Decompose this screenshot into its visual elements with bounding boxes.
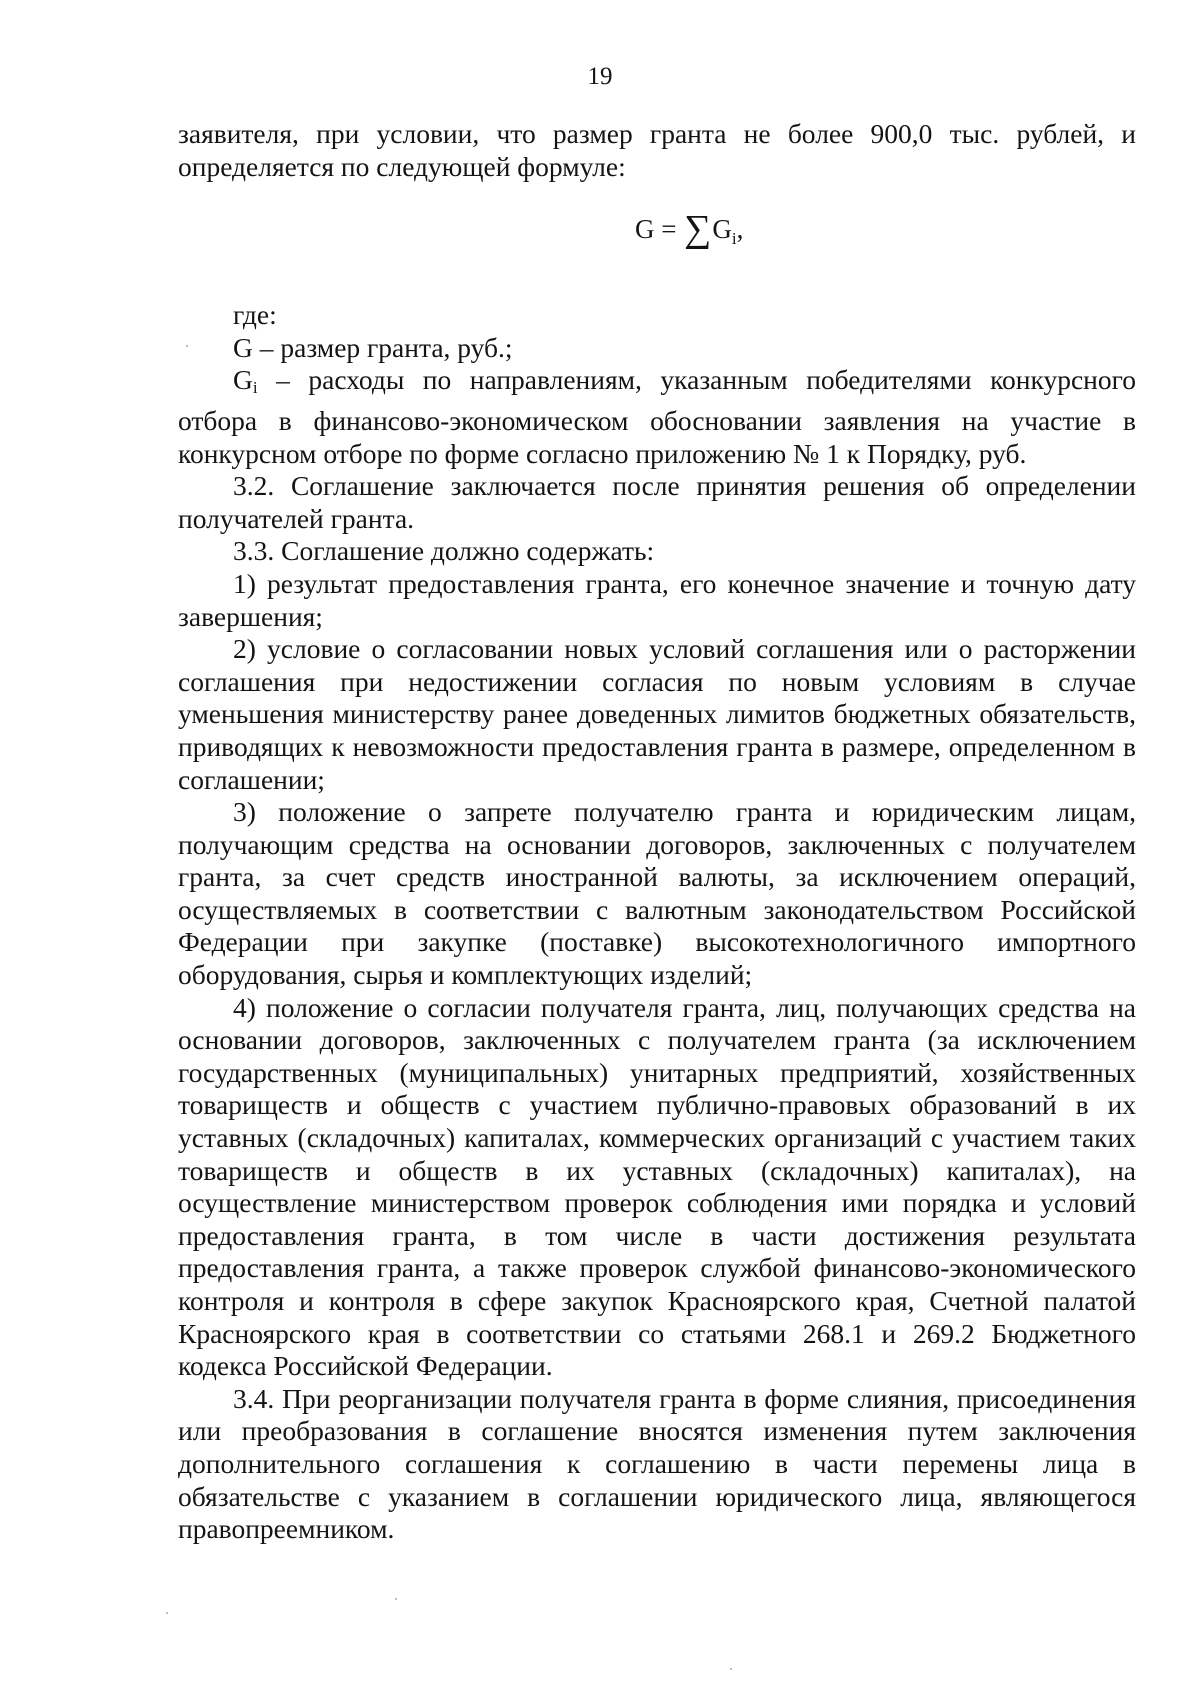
scan-speck <box>186 345 188 347</box>
scan-speck <box>166 1612 168 1614</box>
formula-tail: , <box>736 214 744 245</box>
list-item-2: 2) условие о согласовании новых условий соглашения или о расторжении соглашения при недостижении согласия по новым условиям в случае уменьшения министерству ранее доведенных лимитов бюджетных обязательств, приводящих к невозможности предоставления гранта в размере, определенном в соглашении; <box>178 633 1136 795</box>
definition-gi <box>178 364 1136 470</box>
list-item-1: 1) результат предоставления гранта, его конечное значение и точную дату завершения; <box>178 567 1136 632</box>
list-item-4: 4) положение о согласии получателя гранта, лиц, получающих средства на основании договоров, заключенных с получателем гранта (за исключением государственных (муниципальных) унитарных предприятий, хозяйственных товариществ и обществ с участием публично-правовых образований в их уставных (складочных) капиталах, коммерческих организаций с участием таких товариществ и обществ в их уставных (складочных) капиталах), на осуществление министерством проверок соблюдения ими порядка и условий предоставления гранта, в том числе в части достижения результата предоставления гранта, а также проверок службой финансово-экономического контроля и контроля в сфере закупок Красноярского края, Счетной палатой Красноярского края в соответствии со статьями 268.1 и 269.2 Бюджетного кодекса Российской Федерации. <box>178 991 1136 1382</box>
paragraph-3-3: 3.3. Соглашение должно содержать: <box>233 535 655 567</box>
intro-paragraph: заявителя, при условии, что размер гранта не более 900,0 тыс. рублей, и определяется по следующей формуле: <box>178 118 1136 182</box>
page-number: 19 <box>587 63 613 90</box>
definition-gi-text: – расходы по направлениям, указанным победителями конкурсного отбора в финансово-экономическом обосновании заявления на участие в конкурсном отборе по форме согласно приложению № 1 к Порядку, руб. <box>178 364 1136 469</box>
grant-formula <box>178 207 1136 261</box>
paragraph-3-2: 3.2. Соглашение заключается после принятия решения об определении получателей гранта. <box>178 470 1136 534</box>
list-item-3: 3) положение о запрете получателю гранта и юридическим лицам, получающим средства на основании договоров, заключенных с получателем гранта, за счет средств иностранной валюты, за исключением операций, осуществляемых в соответствии с валютным законодательством Российской Федерации при закупке (поставке) высокотехнологичного импортного оборудования, сырья и комплектующих изделий; <box>178 796 1136 991</box>
paragraph-3-4: 3.4. При реорганизации получателя гранта в форме слияния, присоединения или преобразования в соглашение вносятся изменения путем заключения дополнительного соглашения к соглашению в части перемены лица в обязательстве с указанием в соглашении юридического лица, являющегося правопреемником. <box>178 1382 1136 1545</box>
definition-gi-subscript: i <box>252 378 258 398</box>
formula-term: G <box>712 214 732 245</box>
definition-g: G – размер гранта, руб.; <box>233 331 513 363</box>
formula-subscript: i <box>731 229 737 249</box>
formula-lhs: G = <box>635 214 684 245</box>
sigma-symbol: ∑ <box>684 208 712 251</box>
definition-gi-symbol: G <box>233 364 253 396</box>
scan-speck <box>395 1598 397 1600</box>
document-body <box>178 118 1136 1546</box>
scan-speck <box>730 1668 732 1670</box>
where-label: где: <box>233 299 277 331</box>
